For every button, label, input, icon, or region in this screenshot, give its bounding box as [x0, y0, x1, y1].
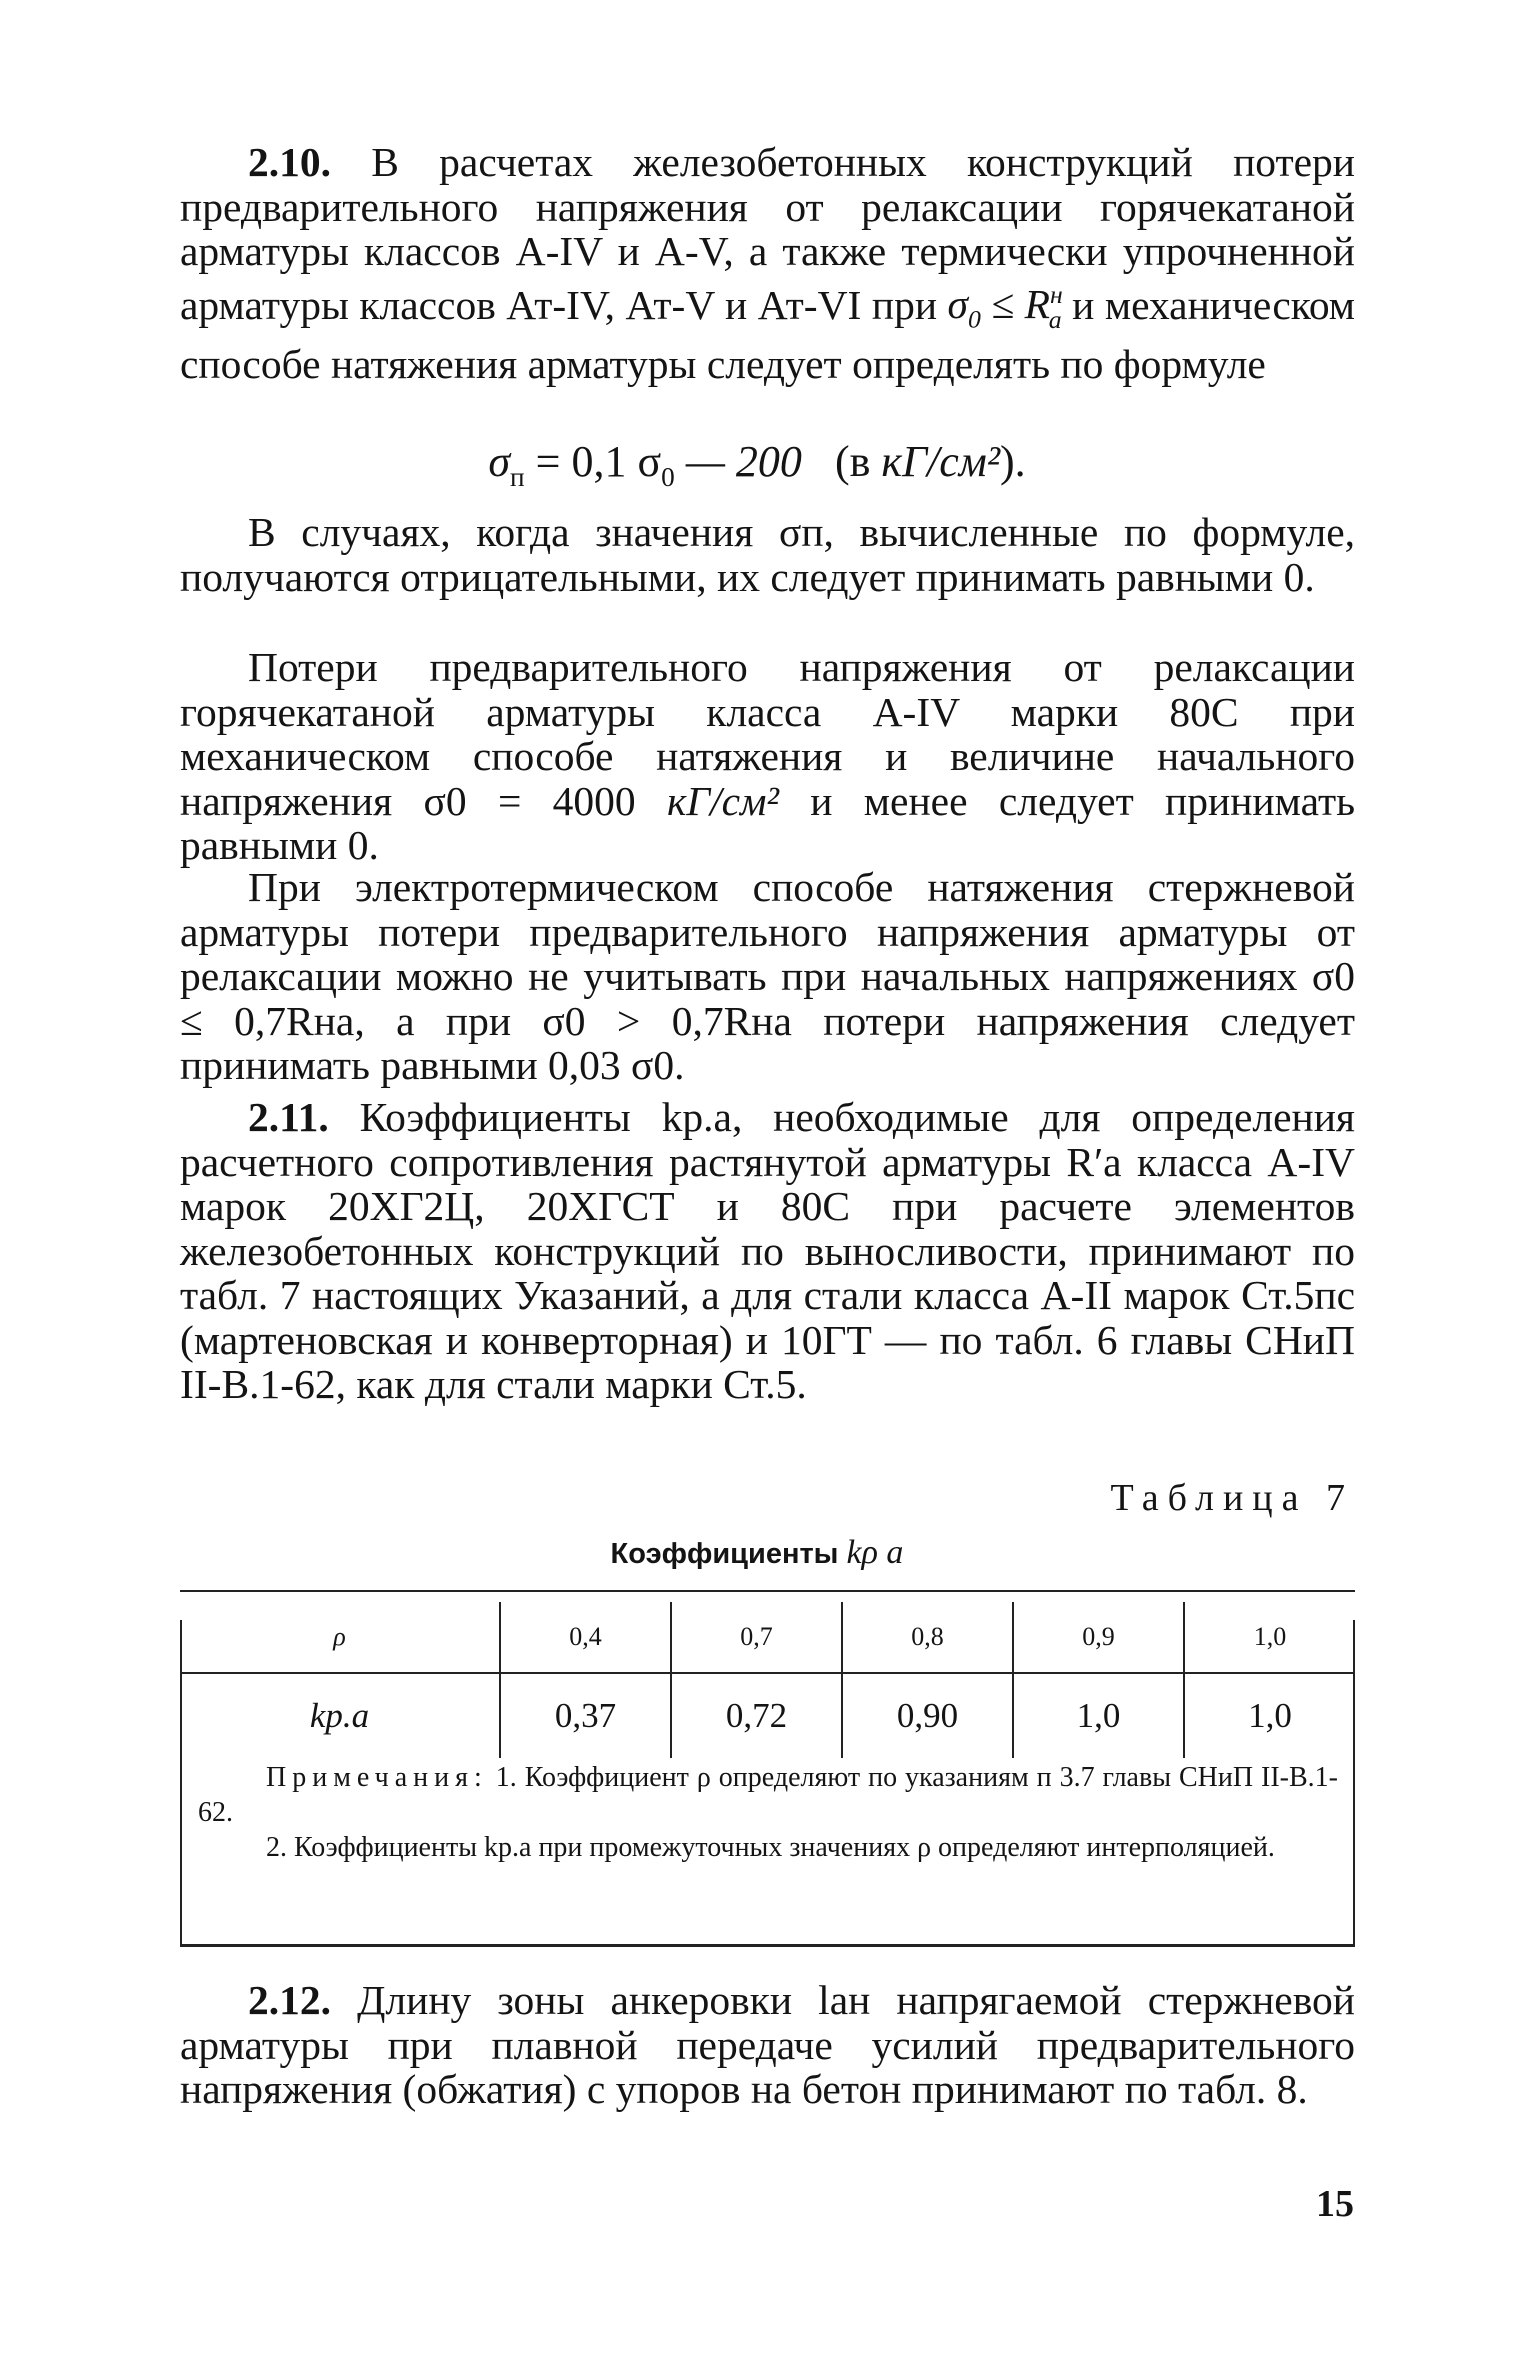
sigma-subscript: 0 [968, 304, 981, 334]
note-1-text: 1. Коэффициент ρ определяют по указаниям п 3.7 главы СНиП II-В.1-62. [198, 1762, 1338, 1828]
section-tail: и механическом способе натяжения арматуры следует определять по формуле [180, 281, 1356, 388]
table-cell: 1,0 [1184, 1602, 1355, 1673]
formula-rest: — 200 [674, 437, 802, 486]
formula-units-open: (в [834, 437, 882, 486]
table-title-symbol: kρ a [846, 1534, 904, 1571]
section-number: 2.10. [248, 139, 331, 185]
formula-units: кГ/см² [881, 437, 1001, 486]
table-cell: 0,72 [671, 1673, 842, 1758]
section-number: 2.11. [248, 1094, 329, 1140]
formula-eq: = 0,1 σ [524, 437, 662, 486]
page-number: 15 [1316, 2183, 1354, 2225]
paragraph-80c-units: кГ/см² [667, 777, 779, 824]
table-row [180, 1602, 1355, 1673]
formula-s0-sub: 0 [661, 461, 675, 492]
section-text: Длину зоны анкеровки lан напрягаемой стержневой арматуры при плавной передаче усилий предварительного напряжения (обжатия) с упоров на бетон принимают по табл. 8. [180, 1977, 1355, 2112]
coefficient-grid [180, 1602, 1355, 1758]
table-cell: 0,4 [500, 1602, 671, 1673]
le-symbol: ≤ [991, 281, 1015, 328]
coefficient-table [180, 1590, 1355, 1947]
formula-units-close: ). [1000, 437, 1026, 486]
table-cell: 0,8 [842, 1602, 1013, 1673]
table-title [0, 1534, 1514, 1572]
table-cell: 0,9 [1013, 1602, 1184, 1673]
formula-lhs: σ [488, 437, 511, 486]
table-row [180, 1673, 1355, 1758]
table-cell: 0,37 [500, 1673, 671, 1758]
row-label-rho: ρ [180, 1602, 500, 1673]
sigma-symbol: σ [947, 281, 969, 328]
relaxation-formula [0, 436, 1514, 493]
table-note-1 [198, 1760, 1338, 1830]
notes-heading: Примечания: [266, 1762, 488, 1793]
section-2-10 [180, 140, 1355, 387]
section-text: Коэффициенты kр.а, необходимые для определения расчетного сопротивления растянутой арматуры R′а класса А-IV марок 20ХГ2Ц, 20ХГСТ и 80С при расчете элементов железобетонных конструкций по выносливости, принимают по табл. 7 настоящих Указаний, а для стали класса А-II марок Ст.5пс (мартеновская и конверторная) и 10ГТ — по табл. 6 главы СНиП II-В.1-62, как для стали марки Ст.5. [180, 1094, 1356, 1407]
paragraph-negative-values: В случаях, когда значения σп, вычисленные по формуле, получаются отрицательными, их следует принимать равными 0. [180, 509, 1355, 600]
paragraph-80c-tail: и менее следует принимать равными 0. [180, 777, 1356, 868]
paragraph-80c-text: Потери предварительного напряжения от релаксации горячекатаной арматуры класса А-IV марки 80С при механическом способе натяжения и величине начального напряжения σ0 = 4000 [180, 644, 1355, 824]
section-2-12 [180, 1978, 1355, 2112]
table-caption: Таблица 7 [1110, 1477, 1354, 1519]
table-notes [198, 1760, 1338, 1865]
paragraph-electrothermal: При электротермическом способе натяжения стержневой арматуры потери предварительного напряжения арматуры от релаксации можно не учитывать при начальных напряжениях σ0 ≤ 0,7Rна, а при σ0 > 0,7Rна потери напряжения следует принимать равными 0,03 σ0. [180, 864, 1355, 1088]
section-text: В расчетах железобетонных конструкций потери предварительного напряжения от релаксации горячекатаной арматуры классов А-IV и А-V, а также термически упрочненной арматуры классов Ат-IV, Ат-V и Ат-VI при [180, 139, 1355, 328]
section-2-11 [180, 1095, 1355, 1407]
formula-lhs-sub: п [510, 461, 525, 492]
table-title-text: Коэффициенты [610, 1538, 839, 1570]
table-cell: 1,0 [1184, 1673, 1355, 1758]
r-subscript: а [1048, 304, 1062, 334]
section-number: 2.12. [248, 1977, 331, 2023]
r-symbol: R [1024, 281, 1051, 328]
table-cell: 0,7 [671, 1602, 842, 1673]
table-note-2: 2. Коэффициенты kр.а при промежуточных значениях ρ определяют интерполяцией. [266, 1832, 1275, 1863]
table-cell: 1,0 [1013, 1673, 1184, 1758]
paragraph-80c-losses [180, 645, 1355, 868]
r-superscript: н [1050, 280, 1063, 310]
row-label-k: kр.а [309, 1696, 370, 1735]
table-cell: 0,90 [842, 1673, 1013, 1758]
